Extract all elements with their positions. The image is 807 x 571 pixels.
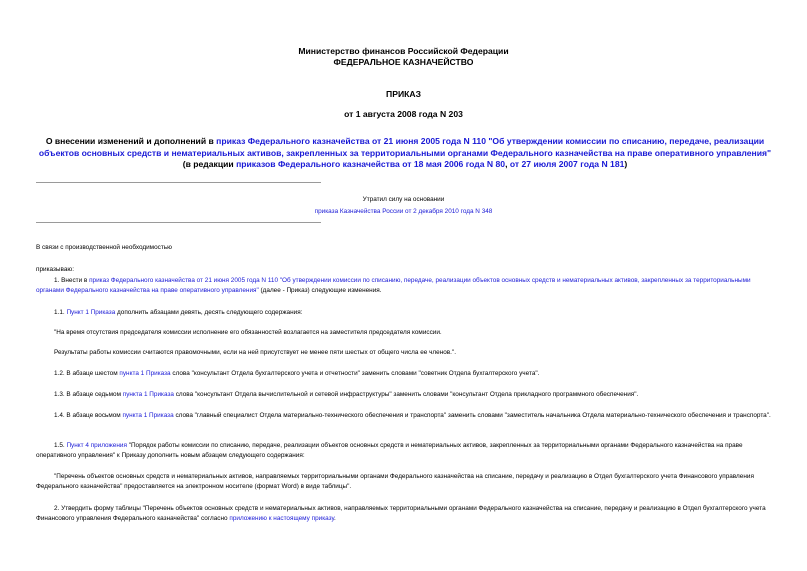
item-2 [36, 504, 774, 523]
title-link-order-181[interactable]: от 27 июля 2007 года N 181 [509, 159, 625, 169]
divider [36, 182, 321, 183]
item-text: дополнить абзацами девять, десять следующего содержания: [115, 309, 303, 316]
title-text: ) [624, 159, 628, 169]
item-1-3-link[interactable]: пункта 1 Приказа [122, 391, 174, 398]
item-2-link[interactable]: приложению к настоящему приказу [229, 514, 335, 522]
item-1-2-link[interactable]: пункта 1 Приказа [119, 370, 171, 377]
item-1-4 [36, 411, 774, 421]
intro-paragraph: В связи с производственной необходимостью [36, 244, 172, 251]
item-text: 1.4. В абзаце восьмом [54, 412, 123, 419]
item-text: 2. Утвердить форму таблицы "Перечень объектов основных средств и нематериальных активов, направляемых территориальными органами Федерального казначейства на списание, передачу и реализацию в Отдел бухгалтерского учета Финансового управления Федерального казначейства" согласно [36, 505, 766, 522]
item-1-1 [54, 308, 774, 318]
item-text: 1.5. [54, 442, 67, 449]
item-1-1-link[interactable]: Пункт 1 Приказа [66, 309, 116, 316]
document-title [36, 136, 774, 171]
item-text: "Порядок работы комиссии по списанию, передаче, реализации объектов основных средств и нематериальных активов, закрепленных за территориальными органами Федерального казначейства на праве оперативного управления" к Приказу дополнить новым абзацем следующего содержания: [36, 442, 743, 459]
title-text: О внесении изменений и дополнений в [45, 136, 217, 146]
item-1-5 [36, 441, 774, 460]
title-link-order-110[interactable]: приказ Федерального казначейства от 21 июня 2005 года N 110 "Об утверждении комиссии по списанию, передаче, реализации объектов основных средств и нематериальных активов, закрепленных за территориальными органами Федерального казначейства на праве оперативного управления" [38, 136, 772, 158]
quote-1: "На время отсутствия председателя комиссии исполнение его обязанностей возлагается на заместителя председателя комиссии. [54, 329, 442, 336]
item-1-link[interactable]: приказ Федерального казначейства от 21 июня 2005 года N 110 "Об утверждении комиссии по списанию, передаче, реализации объектов основных средств и нематериальных активов, закрепленных за территориальными органами Федерального казначейства на праве оперативного управления" [36, 277, 751, 294]
item-text: слова "главный специалист Отдела материально-технического обеспечения и транспорта" заменить словами "заместитель начальника Отдела материально-технического обеспечения и транспорта". [173, 412, 771, 419]
title-text: (в редакции [182, 159, 237, 169]
item-text: слова "консультант Отдела бухгалтерского учета и отчетности" заменить словами "советник Отдела бухгалтерского учета". [170, 370, 540, 377]
title-text: , [505, 159, 510, 169]
item-text: 1.2. В абзаце шестом [54, 370, 120, 377]
item-1-5-link[interactable]: Пункт 4 приложения [66, 442, 127, 449]
ministry-name: Министерство финансов Российской Федерации [298, 46, 509, 56]
item-text: . [334, 514, 336, 522]
item-text: (далее - Приказ) следующие изменения. [258, 286, 382, 294]
divider [36, 222, 321, 223]
repeal-order-link[interactable]: приказа Казначейства России от 2 декабря 2010 года N 348 [314, 208, 493, 215]
repeal-notice-link[interactable] [260, 207, 547, 217]
item-text: 1. Внести в [54, 277, 90, 284]
quote-2: Результаты работы комиссии считаются правомочными, если на ней присутствует не менее пяти шестых от общего числа ее членов.". [54, 349, 456, 356]
repeal-notice: Утратил силу на основании [362, 196, 445, 203]
item-1 [36, 276, 774, 295]
document-type: ПРИКАЗ [386, 89, 421, 99]
document-date: от 1 августа 2008 года N 203 [344, 109, 463, 119]
treasury-name: ФЕДЕРАЛЬНОЕ КАЗНАЧЕЙСТВО [333, 57, 474, 67]
title-link-order-80[interactable]: приказов Федерального казначейства от 18 мая 2006 года N 80 [236, 159, 506, 169]
item-text: 1.1. [54, 309, 67, 316]
quote-3: "Перечень объектов основных средств и нематериальных активов, направляемых территориальными органами Федерального казначейства на списание, передачу и реализацию в Отдел бухгалтерского учета Финансового управления Федерального казначейства" предоставляется на электронном носителе (формат Word) в виде таблицы". [36, 473, 754, 490]
item-1-2 [54, 369, 774, 379]
item-1-3 [54, 390, 774, 400]
item-text: 1.3. В абзаце седьмом [54, 391, 123, 398]
item-text: слова "консультант Отдела вычислительной и сетевой инфраструктуры" заменить словами "консультант Отдела прикладного программного обеспечения". [173, 391, 639, 398]
order-word: приказываю: [36, 266, 74, 273]
item-1-4-link[interactable]: пункта 1 Приказа [122, 412, 174, 419]
